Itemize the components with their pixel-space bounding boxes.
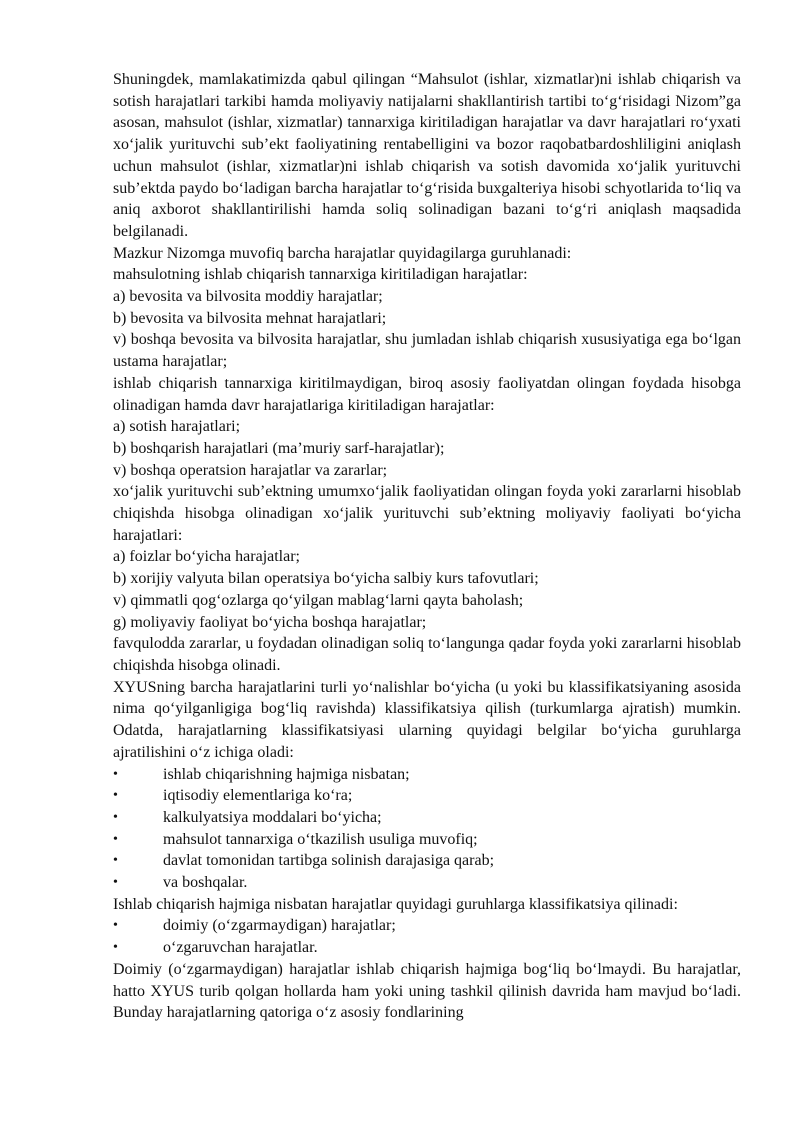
document-page	[113, 69, 741, 1024]
bullet-dot-icon: •	[113, 875, 118, 891]
bullet-item	[113, 785, 741, 807]
bullet-text: mahsulot tannarxiga o‘tkazilish usuliga muvofiq;	[163, 830, 478, 848]
paragraph: XYUSning barcha harajatlarini turli yo‘nalishlar bo‘yicha (u yoki bu klassifikatsiyaning asosida nima qo‘yilganligiga bog‘liq ravishda) klassifikatsiya qilish (turkumlarga ajratish) mumkin. Odatda, harajatlarning klassifikatsiyasi ularning quyidagi belgilar bo‘yicha guruhlarga ajratilishini o‘z ichiga oladi:	[113, 678, 741, 761]
paragraph: xo‘jalik yurituvchi sub’ektning umumxo‘jalik faoliyatidan olingan foyda yoki zararlarni hisoblab chiqishda hisobga olinadigan xo‘jalik yurituvchi sub’ektning moliyaviy faoliyati bo‘yicha harajatlari:	[113, 483, 741, 544]
paragraph: a) bevosita va bilvosita moddiy harajatlar;	[113, 288, 383, 306]
paragraph: v) boshqa operatsion harajatlar va zararlar;	[113, 461, 388, 479]
paragraph: b) xorijiy valyuta bilan operatsiya bo‘yicha salbiy kurs tafovutlari;	[113, 570, 539, 588]
paragraph: ishlab chiqarish tannarxiga kiritilmaydigan, biroq asosiy faoliyatdan olingan foydada hisobga olinadigan hamda davr harajatlariga kiritiladigan harajatlar:	[113, 374, 741, 414]
bullet-text: iqtisodiy elementlariga ko‘ra;	[163, 787, 353, 805]
bullet-text: kalkulyatsiya moddalari bo‘yicha;	[163, 808, 382, 826]
bullet-item	[113, 807, 741, 829]
bullet-dot-icon: •	[113, 809, 118, 825]
paragraph: b) boshqarish harajatlari (ma’muriy sarf-harajatlar);	[113, 439, 445, 457]
bullet-dot-icon: •	[113, 853, 118, 869]
bullet-text: davlat tomonidan tartibga solinish darajasiga qarab;	[163, 852, 495, 870]
paragraph: v) qimmatli qog‘ozlarga qo‘yilgan mablag‘larni qayta baholash;	[113, 591, 524, 609]
bullet-dot-icon: •	[113, 766, 118, 782]
paragraph: b) bevosita va bilvosita mehnat harajatlari;	[113, 309, 387, 327]
paragraph: favqulodda zararlar, u foydadan olinadigan soliq to‘langunga qadar foyda yoki zararlarni hisoblab chiqishda hisobga olinadi.	[113, 635, 741, 674]
bullet-text: va boshqalar.	[163, 874, 248, 892]
bullet-item	[113, 872, 741, 894]
paragraph: v) boshqa bevosita va bilvosita harajatlar, shu jumladan ishlab chiqarish xususiyatiga ega bo‘lgan ustama harajatlar;	[113, 331, 741, 371]
bullet-dot-icon: •	[113, 940, 118, 956]
paragraph: Ishlab chiqarish hajmiga nisbatan harajatlar quyidagi guruhlarga klassifikatsiya qilinadi:	[113, 895, 678, 913]
bullet-dot-icon: •	[113, 788, 118, 804]
bullet-text: o‘zgaruvchan harajatlar.	[163, 939, 318, 957]
bullet-item	[113, 829, 741, 851]
paragraph: Shuningdek, mamlakatimizda qabul qilingan “Mahsulot (ishlar, xizmatlar)ni ishlab chiqarish va sotish harajatlari tarkibi hamda moliyaviy natijalarni shakllantirish tartibi to‘g‘risidagi Nizom”ga asosan, mahsulot (ishlar, xizmatlar) tannarxiga kiritiladigan harajatlar va davr harajatlari ro‘yxati xo‘jalik yurituvchi sub’ekt faoliyatining rentabelligini va bozor raqobatbardoshliligini aniqlash uchun mahsulot (ishlar, xizmatlar)ni ishlab chiqarish va sotish davomida xo‘jalik yurituvchi sub’ektda paydo bo‘ladigan barcha harajatlar to‘g‘risida buxgalteriya hisobi schyotlarida to‘liq va aniq axborot shakllantirilishi hamda soliq solinadigan bazani to‘g‘ri aniqlash maqsadida belgilanadi.	[113, 71, 741, 240]
bullet-text: ishlab chiqarishning hajmiga nisbatan;	[163, 765, 410, 783]
paragraph: mahsulotning ishlab chiqarish tannarxiga kiritiladigan harajatlar:	[113, 266, 528, 284]
paragraph: a) sotish harajatlari;	[113, 418, 241, 436]
bullet-text: doimiy (o‘zgarmaydigan) harajatlar;	[163, 917, 396, 935]
bullet-dot-icon: •	[113, 831, 118, 847]
bullet-item	[113, 850, 741, 872]
paragraph: a) foizlar bo‘yicha harajatlar;	[113, 548, 300, 566]
bullet-dot-icon: •	[113, 918, 118, 934]
bullet-item	[113, 937, 741, 959]
paragraph: Mazkur Nizomga muvofiq barcha harajatlar quyidagilarga guruhlanadi:	[113, 244, 572, 262]
bullet-item	[113, 915, 741, 937]
bullet-item	[113, 764, 741, 786]
paragraph: g) moliyaviy faoliyat bo‘yicha boshqa harajatlar;	[113, 613, 427, 631]
paragraph: Doimiy (o‘zgarmaydigan) harajatlar ishlab chiqarish hajmiga bog‘liq bo‘lmaydi. Bu harajatlar, hatto XYUS turib qolgan hollarda ham yoki uning tashkil qilinish davrida ham mavjud bo‘ladi. Bunday harajatlarning qatoriga o‘z asosiy fondlarining	[113, 960, 741, 1022]
